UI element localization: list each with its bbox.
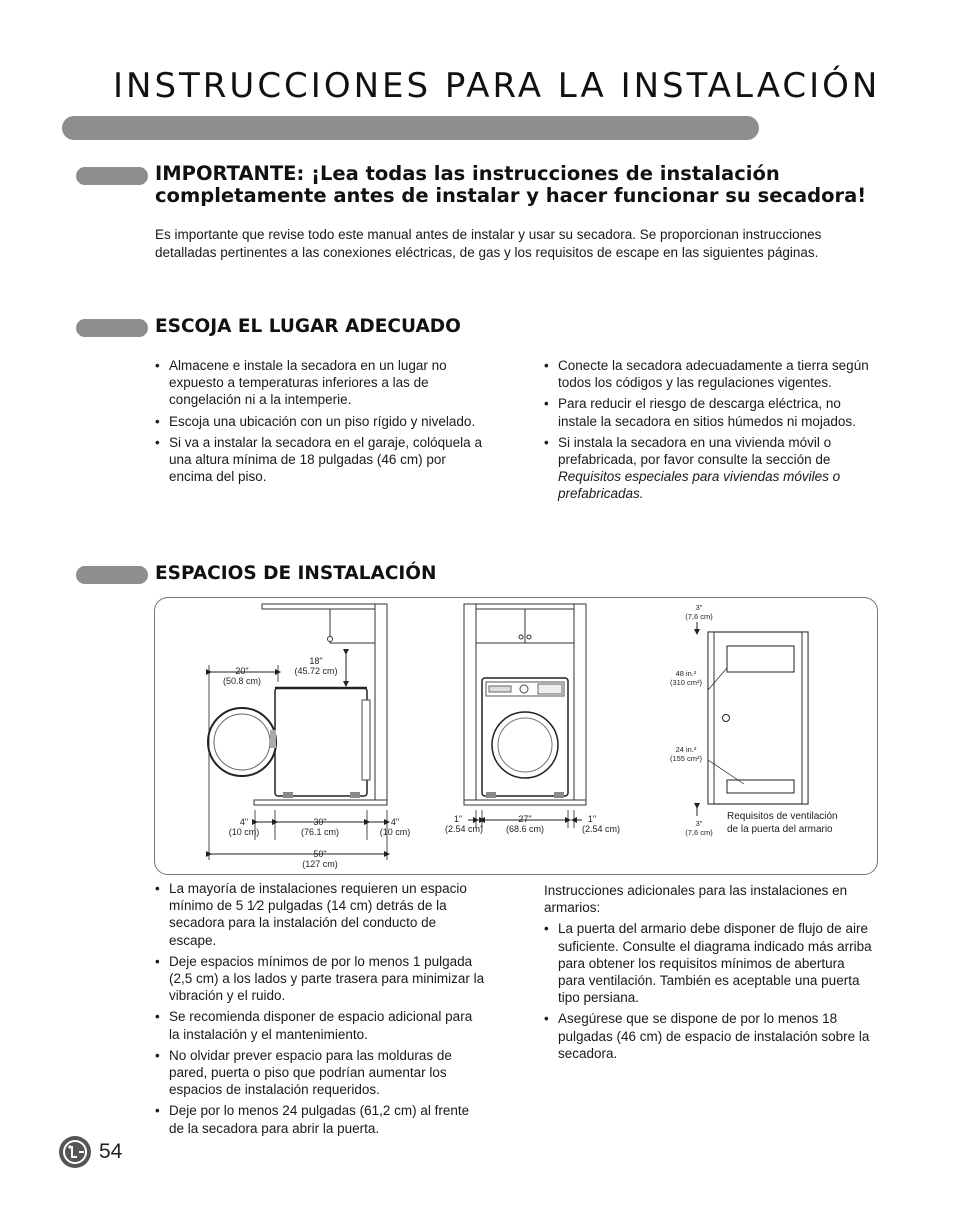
page-title: INSTRUCCIONES PARA LA INSTALACIÓN [113, 66, 881, 106]
lg-logo-icon [58, 1135, 92, 1169]
list-item: • Para reducir el riesgo de descarga eléctrica, no instale la secadora en sitios húmedos ni mojados. [544, 395, 874, 429]
dim-label: (127 cm) [302, 859, 338, 869]
dim-label: 20" [235, 666, 249, 676]
clearances-heading: ESPACIOS DE INSTALACIÓN [155, 563, 437, 584]
dim-label: (310 cm²) [669, 678, 703, 687]
dim-label: 27" [518, 814, 532, 824]
dim-label: 3" [695, 819, 703, 828]
cabinet-door-diagram [670, 603, 838, 837]
dim-label: 4" [390, 817, 400, 827]
list-item-text: Si instala la secadora en una vivienda móvil o prefabricada, por favor consulte la sección de [558, 434, 832, 468]
list-item: • No olvidar prever espacio para las molduras de pared, puerta o piso que podrían aumentar los espacios de instalación requeridos. [155, 1047, 485, 1099]
front-view-diagram [445, 604, 620, 834]
list-item: • Asegúrese que se dispone de por lo menos 18 pulgadas (46 cm) de espacio de instalación sobre la secadora. [544, 1010, 874, 1062]
list-item: • La mayoría de instalaciones requieren un espacio mínimo de 5 1⁄2 pulgadas (14 cm) detrás de la secadora para la instalación del conducto de escape. [155, 880, 485, 949]
important-heading-bold: IMPORTANTE [155, 162, 297, 185]
list-item: • Si va a instalar la secadora en el garaje, colóquela a una altura mínima de 18 pulgadas (46 cm) por encima del piso. [155, 434, 485, 486]
list-item: • Deje espacios mínimos de por lo menos 1 pulgada (2,5 cm) a los lados y parte trasera para minimizar la vibración y el ruido. [155, 953, 485, 1005]
dim-label: 30" [313, 817, 327, 827]
dim-label: 18" [309, 656, 323, 666]
dim-label: (10 cm) [379, 827, 411, 837]
dim-label: (2.54 cm) [444, 824, 484, 834]
dim-label: (7,6 cm) [685, 828, 713, 837]
side-view-diagram [208, 604, 410, 869]
dim-label: (50.8 cm) [222, 676, 262, 686]
list-item: • Conecte la secadora adecuadamente a tierra según todos los códigos y las regulaciones vigentes. [544, 357, 874, 391]
location-heading: ESCOJA EL LUGAR ADECUADO [155, 316, 461, 337]
dim-label: (76.1 cm) [300, 827, 340, 837]
door-caption: de la puerta del armario [727, 824, 833, 835]
dim-label: (68.6 cm) [505, 824, 545, 834]
clearances-right-column [544, 882, 874, 1066]
dim-label: 3" [695, 603, 703, 612]
dim-label: 24 in.² [675, 745, 697, 754]
dim-label: (155 cm²) [669, 754, 703, 763]
important-heading-rest: : ¡Lea todas las instrucciones de instalación completamente antes de instalar y hacer funcionar su secadora! [155, 162, 867, 207]
list-item: • La puerta del armario debe disponer de flujo de aire suficiente. Consulte el diagrama indicado más arriba para obtener los requisitos mínimos de abertura para ventilación. También es aceptable una puerta tipo persiana. [544, 920, 874, 1006]
page-number: 54 [99, 1140, 123, 1163]
clearances-left-list [155, 880, 485, 1141]
dim-label: (2.54 cm) [581, 824, 621, 834]
important-paragraph: Es importante que revise todo este manual antes de instalar y usar su secadora. Se proporcionan instrucciones detalladas pertinentes a las conexiones eléctricas, de gas y los requisitos de escape en las siguientes páginas. [155, 227, 822, 260]
dim-label: 1" [453, 814, 463, 824]
dim-label: 4" [239, 817, 249, 827]
dim-label: 48 in.² [675, 669, 697, 678]
dim-label: (10 cm) [228, 827, 260, 837]
list-item: • Se recomienda disponer de espacio adicional para la instalación y el mantenimiento. [155, 1008, 485, 1042]
door-caption: Requisitos de ventilación [727, 811, 838, 822]
list-item: • Deje por lo menos 24 pulgadas (61,2 cm) al frente de la secadora para abrir la puerta. [155, 1102, 485, 1136]
list-item: • Almacene e instale la secadora en un lugar no expuesto a temperaturas inferiores a las de congelación ni a la intemperie. [155, 357, 485, 409]
dim-label: (7,6 cm) [685, 612, 713, 621]
dim-label: (45.72 cm) [294, 666, 338, 676]
list-item: • Escoja una ubicación con un piso rígido y nivelado. [155, 413, 485, 430]
cabinet-intro: Instrucciones adicionales para las instalaciones en armarios: [544, 883, 848, 916]
clearances-right-list [544, 920, 874, 1062]
dim-label: 50" [313, 849, 327, 859]
dim-label: 1" [587, 814, 597, 824]
list-item-italic: Requisitos especiales para viviendas móviles o prefabricadas. [558, 469, 841, 502]
